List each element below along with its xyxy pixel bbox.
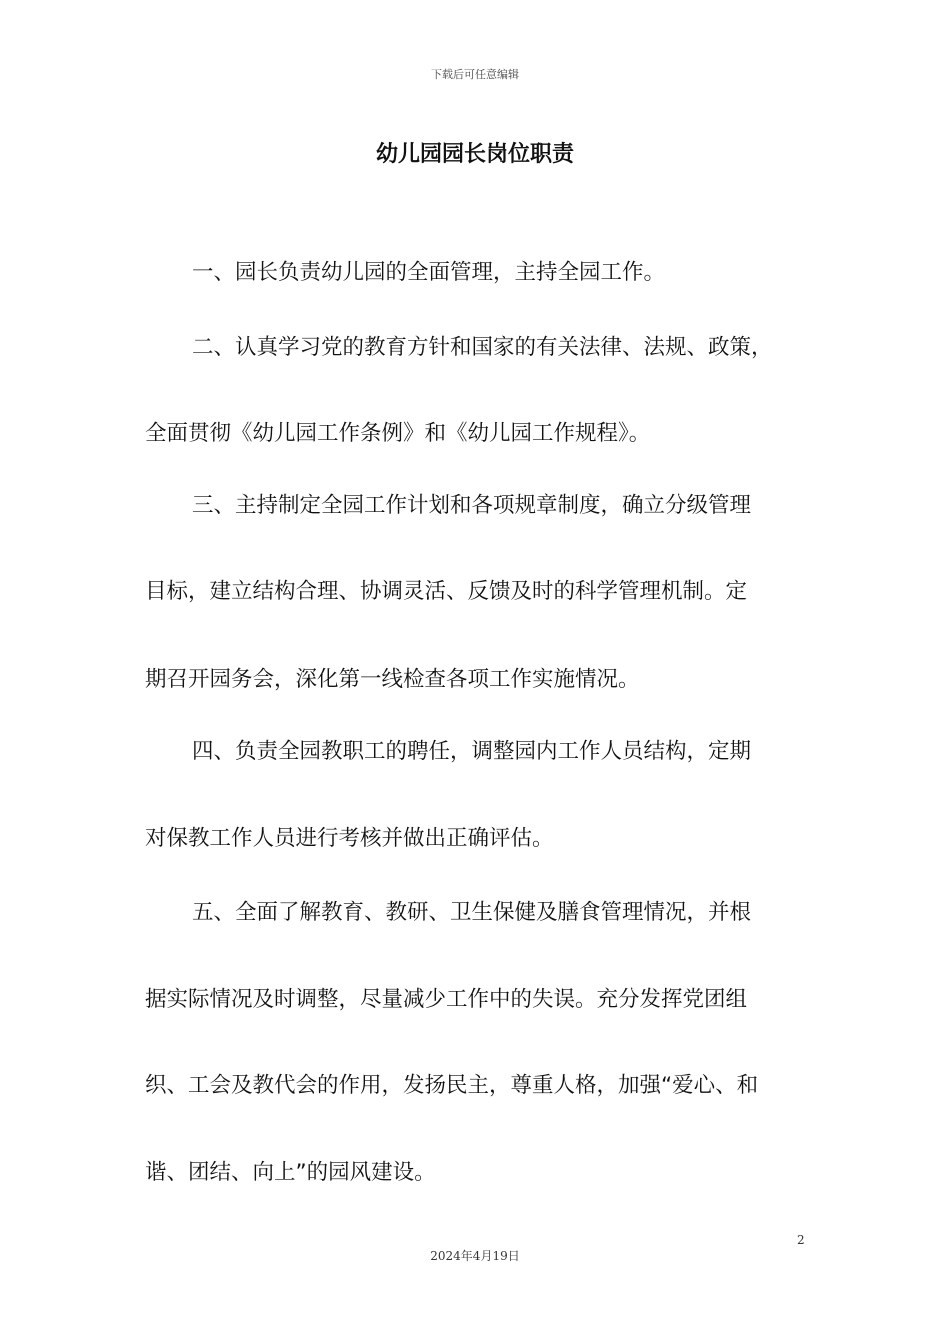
footer-date: 2024年4月19日: [430, 1249, 520, 1263]
paragraph-5-line-4: 谐、团结、向上”的园风建设。: [145, 1160, 436, 1185]
paragraph-2-line-2: 全面贯彻《幼儿园工作条例》和《幼儿园工作规程》。: [145, 421, 651, 446]
header-note: 下载后可任意编辑: [431, 68, 519, 81]
document-title: 幼儿园园长岗位职责: [375, 142, 574, 167]
paragraph-3-line-1: 三、主持制定全园工作计划和各项规章制度，确立分级管理: [192, 493, 752, 518]
paragraph-1-line-1: 一、园长负责幼儿园的全面管理，主持全园工作。: [192, 260, 666, 285]
paragraph-4-line-2: 对保教工作人员进行考核并做出正确评估。: [145, 826, 554, 851]
paragraph-3-line-3: 期召开园务会，深化第一线检查各项工作实施情况。: [145, 667, 640, 692]
paragraph-3-line-2: 目标，建立结构合理、协调灵活、反馈及时的科学管理机制。定: [145, 579, 748, 604]
paragraph-2-line-1: 二、认真学习党的教育方针和国家的有关法律、法规、政策，: [192, 335, 773, 360]
page-number: 2: [797, 1233, 805, 1247]
paragraph-4-line-1: 四、负责全园教职工的聘任，调整园内工作人员结构，定期: [192, 739, 752, 764]
paragraph-5-line-3: 织、工会及教代会的作用，发扬民主，尊重人格，加强“爱心、和: [145, 1073, 759, 1098]
paragraph-5-line-1: 五、全面了解教育、教研、卫生保健及膳食管理情况，并根: [192, 900, 752, 925]
paragraph-5-line-2: 据实际情况及时调整，尽量减少工作中的失误。充分发挥党团组: [145, 987, 748, 1012]
